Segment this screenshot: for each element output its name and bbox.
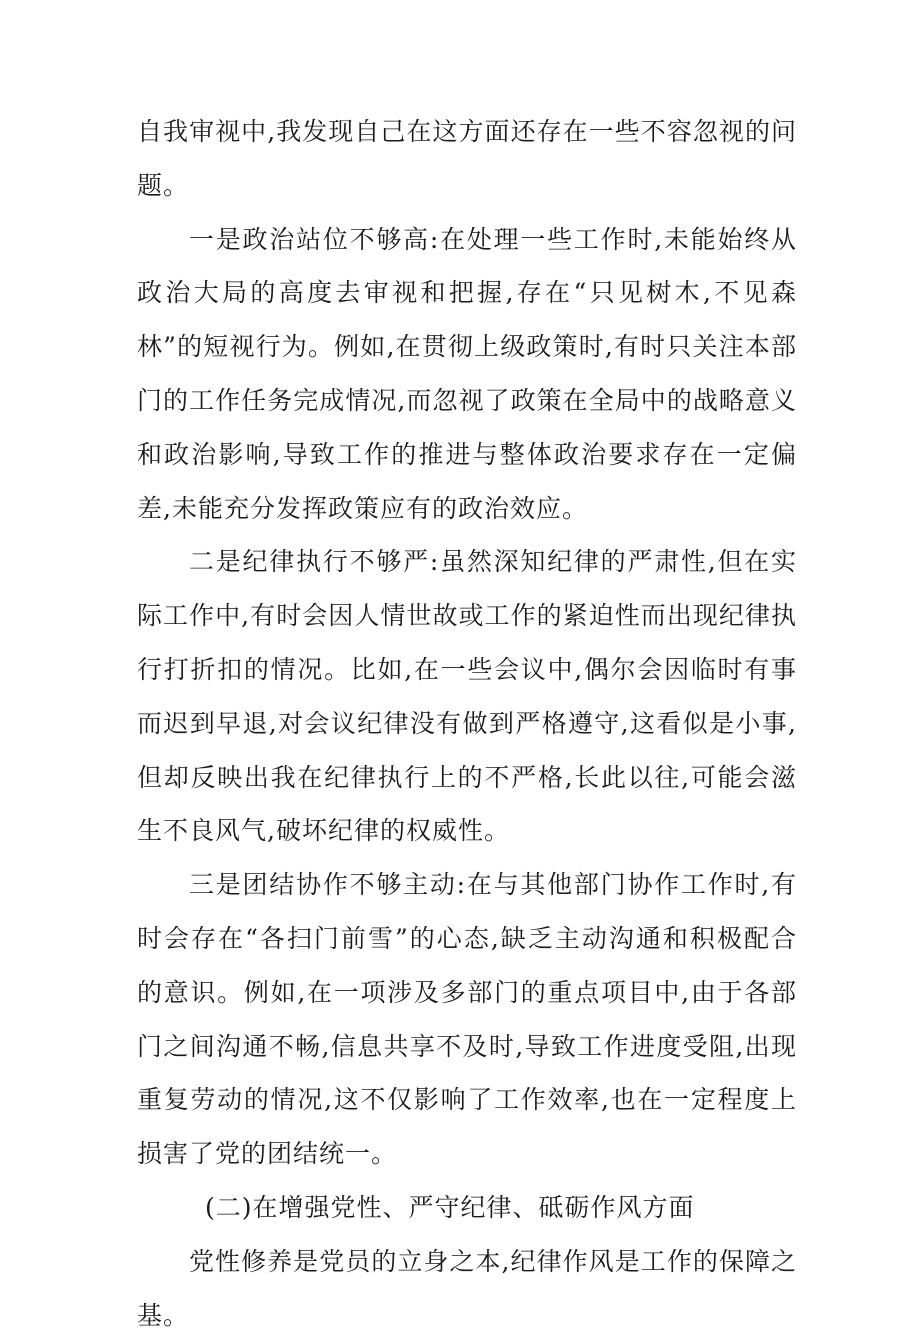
paragraph-political-stance: 一是政治站位不够高:在处理一些工作时,未能始终从政治大局的高度去审视和把握,存在“只见树木,不见森林”的短视行为。例如,在贯彻上级政策时,有时只关注本部门的工作任务完成情况,而忽视了政策在全局中的战略意义和政治影响,导致工作的推进与整体政治要求存在一定偏差,未能充分发挥政策应有的政治效应。 [137,224,797,523]
paragraph-discipline: 二是纪律执行不够严:虽然深知纪律的严肃性,但在实际工作中,有时会因人情世故或工作的紧迫性而出现纪律执行打折扣的情况。比如,在一些会议中,偶尔会因临时有事而迟到早退,对会议纪律没有做到严格遵守,这看似是小事,但却反映出我在纪律执行上的不严格,长此以往,可能会滋生不良风气,破坏纪律的权威性。 [137,547,797,846]
paragraph-cooperation: 三是团结协作不够主动:在与其他部门协作工作时,有时会存在“各扫门前雪”的心态,缺乏主动沟通和积极配合的意识。例如,在一项涉及多部门的重点项目中,由于各部门之间沟通不畅,信息共享不及时,导致工作进度受阻,出现重复劳动的情况,这不仅影响了工作效率,也在一定程度上损害了党的团结统一。 [137,870,797,1169]
closing-paragraph: 党性修养是党员的立身之本,纪律作风是工作的保障之基。 [137,1246,797,1330]
document-body [137,105,797,1342]
section-heading: (二)在增强党性、严守纪律、砥砺作风方面 [205,1192,695,1222]
intro-paragraph: 自我审视中,我发现自己在这方面还存在一些不容忽视的问题。 [137,117,797,200]
